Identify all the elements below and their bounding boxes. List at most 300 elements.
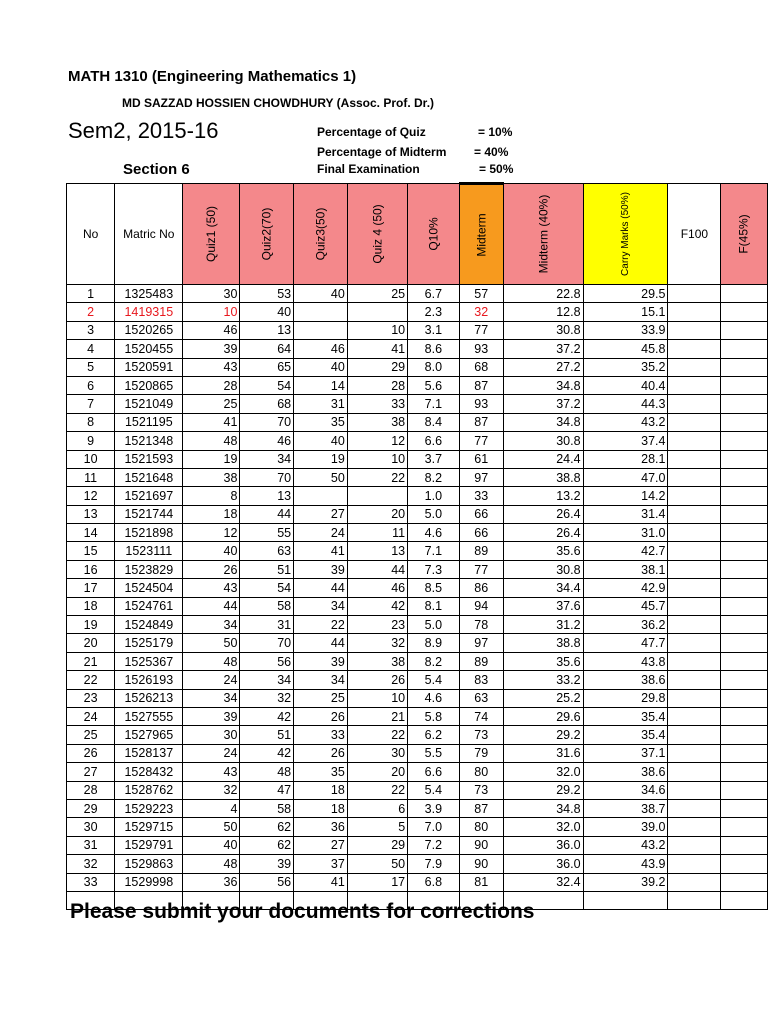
footer-note: Please submit your documents for corrections — [70, 900, 535, 923]
quiz-weight-value: = 10% — [478, 125, 513, 139]
table-row — [67, 524, 768, 542]
matric-no: 1521348 — [115, 432, 183, 450]
q10-score: 5.0 — [408, 505, 459, 523]
quiz1-score: 46 — [183, 321, 240, 339]
quiz3-score: 14 — [294, 376, 348, 394]
f45-score — [721, 487, 768, 505]
f45-score — [721, 560, 768, 578]
table-row — [67, 542, 768, 560]
matric-no: 1525179 — [115, 634, 183, 652]
matric-no: 1527965 — [115, 726, 183, 744]
q10-score: 6.6 — [408, 432, 459, 450]
table-row — [67, 285, 768, 303]
midterm-score: 80 — [459, 818, 503, 836]
quiz1-score: 40 — [183, 836, 240, 854]
quiz4-score: 26 — [347, 671, 407, 689]
midterm-score: 81 — [459, 873, 503, 891]
f45-score — [721, 597, 768, 615]
table-row — [67, 468, 768, 486]
matric-no: 1520455 — [115, 340, 183, 358]
f45-score — [721, 450, 768, 468]
quiz2-score: 54 — [240, 376, 294, 394]
quiz3-score: 18 — [294, 799, 348, 817]
row-number: 32 — [67, 855, 115, 873]
midterm-score: 87 — [459, 376, 503, 394]
table-row — [67, 340, 768, 358]
carry-marks: 38.6 — [583, 671, 668, 689]
midterm-score: 80 — [459, 763, 503, 781]
quiz3-score: 37 — [294, 855, 348, 873]
carry-marks: 31.0 — [583, 524, 668, 542]
matric-no: 1526213 — [115, 689, 183, 707]
midterm-score: 66 — [459, 524, 503, 542]
carry-marks: 44.3 — [583, 395, 668, 413]
q10-score: 6.6 — [408, 763, 459, 781]
quiz2-score: 56 — [240, 873, 294, 891]
f100-score — [668, 781, 721, 799]
midterm40-score: 32.0 — [503, 763, 583, 781]
quiz1-score: 50 — [183, 818, 240, 836]
quiz4-score: 32 — [347, 634, 407, 652]
carry-marks: 35.2 — [583, 358, 668, 376]
q10-score: 5.4 — [408, 671, 459, 689]
quiz1-score: 24 — [183, 671, 240, 689]
quiz2-score: 42 — [240, 744, 294, 762]
carry-marks: 43.2 — [583, 413, 668, 431]
midterm40-score: 29.2 — [503, 781, 583, 799]
matric-no: 1419315 — [115, 303, 183, 321]
quiz2-score: 63 — [240, 542, 294, 560]
table-row — [67, 634, 768, 652]
quiz4-score: 29 — [347, 836, 407, 854]
col-header-no: No — [67, 184, 115, 285]
empty-cell — [583, 891, 668, 909]
quiz1-score: 48 — [183, 652, 240, 670]
q10-score: 4.6 — [408, 689, 459, 707]
empty-cell — [721, 891, 768, 909]
carry-marks: 47.0 — [583, 468, 668, 486]
quiz2-score: 39 — [240, 855, 294, 873]
table-row — [67, 763, 768, 781]
f100-score — [668, 818, 721, 836]
col-header-quiz2: Quiz2(70) — [240, 184, 294, 285]
quiz2-score: 68 — [240, 395, 294, 413]
quiz4-score: 33 — [347, 395, 407, 413]
quiz3-score: 26 — [294, 744, 348, 762]
midterm40-score: 31.2 — [503, 616, 583, 634]
quiz1-score: 39 — [183, 707, 240, 725]
table-row — [67, 303, 768, 321]
row-number: 27 — [67, 763, 115, 781]
f45-score — [721, 671, 768, 689]
midterm40-score: 29.2 — [503, 726, 583, 744]
matric-no: 1525367 — [115, 652, 183, 670]
q10-score: 7.3 — [408, 560, 459, 578]
quiz2-score: 32 — [240, 689, 294, 707]
quiz3-score: 39 — [294, 560, 348, 578]
matric-no: 1521049 — [115, 395, 183, 413]
matric-no: 1521697 — [115, 487, 183, 505]
quiz1-score: 26 — [183, 560, 240, 578]
quiz4-score — [347, 487, 407, 505]
quiz4-score: 22 — [347, 726, 407, 744]
quiz2-score: 64 — [240, 340, 294, 358]
quiz1-score: 10 — [183, 303, 240, 321]
midterm-score: 77 — [459, 321, 503, 339]
f45-score — [721, 542, 768, 560]
quiz4-score: 28 — [347, 376, 407, 394]
f100-score — [668, 597, 721, 615]
midterm40-score: 36.0 — [503, 836, 583, 854]
quiz3-score: 40 — [294, 358, 348, 376]
midterm-weight-label: Percentage of Midterm — [317, 145, 447, 159]
row-number: 17 — [67, 579, 115, 597]
quiz1-score: 19 — [183, 450, 240, 468]
quiz3-score: 19 — [294, 450, 348, 468]
table-row — [67, 597, 768, 615]
midterm-score: 89 — [459, 652, 503, 670]
midterm40-score: 33.2 — [503, 671, 583, 689]
quiz3-score: 24 — [294, 524, 348, 542]
carry-marks: 47.7 — [583, 634, 668, 652]
matric-no: 1523829 — [115, 560, 183, 578]
q10-score: 8.6 — [408, 340, 459, 358]
midterm-score: 93 — [459, 395, 503, 413]
f45-score — [721, 707, 768, 725]
carry-marks: 29.8 — [583, 689, 668, 707]
carry-marks: 39.2 — [583, 873, 668, 891]
f45-score — [721, 855, 768, 873]
row-number: 16 — [67, 560, 115, 578]
carry-marks: 43.9 — [583, 855, 668, 873]
quiz3-score: 25 — [294, 689, 348, 707]
carry-marks: 14.2 — [583, 487, 668, 505]
empty-cell — [668, 891, 721, 909]
table-row — [67, 781, 768, 799]
midterm40-score: 25.2 — [503, 689, 583, 707]
f45-score — [721, 303, 768, 321]
quiz4-score: 10 — [347, 689, 407, 707]
f100-score — [668, 321, 721, 339]
quiz1-score: 43 — [183, 579, 240, 597]
carry-marks: 40.4 — [583, 376, 668, 394]
f45-score — [721, 340, 768, 358]
instructor-name: MD SAZZAD HOSSIEN CHOWDHURY (Assoc. Prof. Dr.) — [122, 96, 435, 110]
table-row — [67, 616, 768, 634]
col-header-midterm: Midterm — [459, 184, 503, 285]
quiz4-score: 11 — [347, 524, 407, 542]
row-number: 11 — [67, 468, 115, 486]
q10-score: 8.5 — [408, 579, 459, 597]
midterm-score: 61 — [459, 450, 503, 468]
quiz4-score: 29 — [347, 358, 407, 376]
quiz2-score: 42 — [240, 707, 294, 725]
carry-marks: 28.1 — [583, 450, 668, 468]
final-weight-value: = 50% — [479, 162, 514, 176]
midterm-score: 90 — [459, 855, 503, 873]
q10-score: 6.8 — [408, 873, 459, 891]
table-row — [67, 671, 768, 689]
row-number: 26 — [67, 744, 115, 762]
quiz4-score: 25 — [347, 285, 407, 303]
quiz4-score: 12 — [347, 432, 407, 450]
quiz2-score: 54 — [240, 579, 294, 597]
table-row — [67, 321, 768, 339]
matric-no: 1521898 — [115, 524, 183, 542]
col-header-quiz3: Quiz3(50) — [294, 184, 348, 285]
f45-score — [721, 285, 768, 303]
quiz3-score: 40 — [294, 285, 348, 303]
quiz2-score: 65 — [240, 358, 294, 376]
table-row — [67, 818, 768, 836]
quiz4-score: 38 — [347, 652, 407, 670]
midterm-score: 89 — [459, 542, 503, 560]
quiz4-score: 41 — [347, 340, 407, 358]
quiz2-score: 70 — [240, 413, 294, 431]
matric-no: 1529223 — [115, 799, 183, 817]
row-number: 6 — [67, 376, 115, 394]
row-number: 28 — [67, 781, 115, 799]
f100-score — [668, 855, 721, 873]
carry-marks: 39.0 — [583, 818, 668, 836]
quiz2-score: 48 — [240, 763, 294, 781]
q10-score: 8.2 — [408, 652, 459, 670]
quiz3-score: 40 — [294, 432, 348, 450]
quiz4-score: 22 — [347, 468, 407, 486]
f100-score — [668, 542, 721, 560]
midterm40-score: 32.4 — [503, 873, 583, 891]
f100-score — [668, 744, 721, 762]
midterm40-score: 26.4 — [503, 505, 583, 523]
carry-marks: 45.7 — [583, 597, 668, 615]
matric-no: 1529998 — [115, 873, 183, 891]
table-row — [67, 689, 768, 707]
quiz4-score: 50 — [347, 855, 407, 873]
q10-score: 7.1 — [408, 395, 459, 413]
quiz4-score: 10 — [347, 321, 407, 339]
final-weight-label: Final Examination — [317, 162, 420, 176]
quiz3-score: 35 — [294, 413, 348, 431]
matric-no: 1521648 — [115, 468, 183, 486]
col-header-matric: Matric No — [115, 184, 183, 285]
f45-score — [721, 321, 768, 339]
midterm-score: 77 — [459, 432, 503, 450]
quiz3-score: 41 — [294, 873, 348, 891]
midterm40-score: 35.6 — [503, 652, 583, 670]
f45-score — [721, 818, 768, 836]
quiz1-score: 48 — [183, 432, 240, 450]
midterm-score: 94 — [459, 597, 503, 615]
table-row — [67, 836, 768, 854]
row-number: 33 — [67, 873, 115, 891]
q10-score: 2.3 — [408, 303, 459, 321]
matric-no: 1521195 — [115, 413, 183, 431]
midterm40-score: 38.8 — [503, 468, 583, 486]
f45-score — [721, 376, 768, 394]
row-number: 24 — [67, 707, 115, 725]
f45-score — [721, 524, 768, 542]
quiz4-score: 10 — [347, 450, 407, 468]
quiz1-score: 38 — [183, 468, 240, 486]
matric-no: 1529863 — [115, 855, 183, 873]
f45-score — [721, 616, 768, 634]
matric-no: 1528432 — [115, 763, 183, 781]
quiz1-score: 32 — [183, 781, 240, 799]
table-row — [67, 560, 768, 578]
table-row — [67, 744, 768, 762]
quiz2-score: 53 — [240, 285, 294, 303]
row-number: 4 — [67, 340, 115, 358]
quiz3-score: 33 — [294, 726, 348, 744]
row-number: 7 — [67, 395, 115, 413]
row-number: 2 — [67, 303, 115, 321]
matric-no: 1520865 — [115, 376, 183, 394]
quiz2-score: 51 — [240, 560, 294, 578]
carry-marks: 38.1 — [583, 560, 668, 578]
quiz4-score — [347, 303, 407, 321]
table-row — [67, 873, 768, 891]
f100-score — [668, 634, 721, 652]
matric-no: 1325483 — [115, 285, 183, 303]
carry-marks: 35.4 — [583, 707, 668, 725]
f100-score — [668, 689, 721, 707]
midterm40-score: 30.8 — [503, 432, 583, 450]
f45-score — [721, 799, 768, 817]
quiz4-score: 22 — [347, 781, 407, 799]
matric-no: 1526193 — [115, 671, 183, 689]
quiz1-score: 12 — [183, 524, 240, 542]
midterm40-score: 37.2 — [503, 340, 583, 358]
header-row — [67, 184, 768, 285]
q10-score: 7.0 — [408, 818, 459, 836]
midterm40-score: 34.8 — [503, 413, 583, 431]
quiz4-score: 21 — [347, 707, 407, 725]
table-row — [67, 855, 768, 873]
carry-marks: 34.6 — [583, 781, 668, 799]
carry-marks: 45.8 — [583, 340, 668, 358]
quiz4-score: 20 — [347, 505, 407, 523]
midterm-score: 57 — [459, 285, 503, 303]
quiz3-score: 41 — [294, 542, 348, 560]
midterm40-score: 32.0 — [503, 818, 583, 836]
carry-marks: 31.4 — [583, 505, 668, 523]
q10-score: 6.2 — [408, 726, 459, 744]
quiz1-score: 34 — [183, 689, 240, 707]
midterm40-score: 36.0 — [503, 855, 583, 873]
table-row — [67, 432, 768, 450]
carry-marks: 37.4 — [583, 432, 668, 450]
quiz4-score: 23 — [347, 616, 407, 634]
quiz4-score: 46 — [347, 579, 407, 597]
f45-score — [721, 505, 768, 523]
midterm-score: 33 — [459, 487, 503, 505]
f45-score — [721, 413, 768, 431]
f45-score — [721, 873, 768, 891]
q10-score: 5.4 — [408, 781, 459, 799]
f45-score — [721, 781, 768, 799]
midterm40-score: 27.2 — [503, 358, 583, 376]
col-header-quiz1: Quiz1 (50) — [183, 184, 240, 285]
quiz4-score: 44 — [347, 560, 407, 578]
q10-score: 8.2 — [408, 468, 459, 486]
quiz3-score: 34 — [294, 597, 348, 615]
matric-no: 1529791 — [115, 836, 183, 854]
row-number: 30 — [67, 818, 115, 836]
carry-marks: 35.4 — [583, 726, 668, 744]
q10-score: 8.9 — [408, 634, 459, 652]
q10-score: 7.2 — [408, 836, 459, 854]
f45-score — [721, 836, 768, 854]
midterm-score: 66 — [459, 505, 503, 523]
q10-score: 5.5 — [408, 744, 459, 762]
quiz3-score: 18 — [294, 781, 348, 799]
f45-score — [721, 726, 768, 744]
carry-marks: 37.1 — [583, 744, 668, 762]
row-number: 18 — [67, 597, 115, 615]
course-title: MATH 1310 (Engineering Mathematics 1) — [68, 68, 357, 85]
midterm-score: 93 — [459, 340, 503, 358]
matric-no: 1527555 — [115, 707, 183, 725]
quiz1-score: 28 — [183, 376, 240, 394]
carry-marks: 15.1 — [583, 303, 668, 321]
midterm40-score: 24.4 — [503, 450, 583, 468]
quiz1-score: 43 — [183, 763, 240, 781]
q10-score: 3.9 — [408, 799, 459, 817]
col-header-quiz4: Quiz 4 (50) — [347, 184, 407, 285]
midterm40-score: 35.6 — [503, 542, 583, 560]
f100-score — [668, 873, 721, 891]
table-row — [67, 505, 768, 523]
quiz2-score: 62 — [240, 818, 294, 836]
carry-marks: 43.8 — [583, 652, 668, 670]
q10-score: 8.0 — [408, 358, 459, 376]
quiz2-score: 70 — [240, 634, 294, 652]
quiz1-score: 30 — [183, 726, 240, 744]
quiz4-score: 20 — [347, 763, 407, 781]
quiz1-score: 41 — [183, 413, 240, 431]
matric-no: 1521593 — [115, 450, 183, 468]
quiz3-score: 31 — [294, 395, 348, 413]
f45-score — [721, 468, 768, 486]
midterm-score: 83 — [459, 671, 503, 689]
quiz1-score: 40 — [183, 542, 240, 560]
f100-score — [668, 524, 721, 542]
quiz1-score: 34 — [183, 616, 240, 634]
row-number: 22 — [67, 671, 115, 689]
f45-score — [721, 634, 768, 652]
col-header-q10: Q10% — [408, 184, 459, 285]
f100-score — [668, 303, 721, 321]
matric-no: 1528137 — [115, 744, 183, 762]
quiz3-score: 50 — [294, 468, 348, 486]
table-row — [67, 652, 768, 670]
row-number: 3 — [67, 321, 115, 339]
midterm40-score: 26.4 — [503, 524, 583, 542]
matric-no: 1524504 — [115, 579, 183, 597]
quiz2-score: 13 — [240, 321, 294, 339]
row-number: 31 — [67, 836, 115, 854]
quiz1-score: 18 — [183, 505, 240, 523]
midterm40-score: 34.8 — [503, 376, 583, 394]
matric-no: 1520265 — [115, 321, 183, 339]
quiz1-score: 44 — [183, 597, 240, 615]
quiz2-score: 47 — [240, 781, 294, 799]
matric-no: 1528762 — [115, 781, 183, 799]
midterm40-score: 37.2 — [503, 395, 583, 413]
midterm-score: 90 — [459, 836, 503, 854]
matric-no: 1520591 — [115, 358, 183, 376]
row-number: 21 — [67, 652, 115, 670]
